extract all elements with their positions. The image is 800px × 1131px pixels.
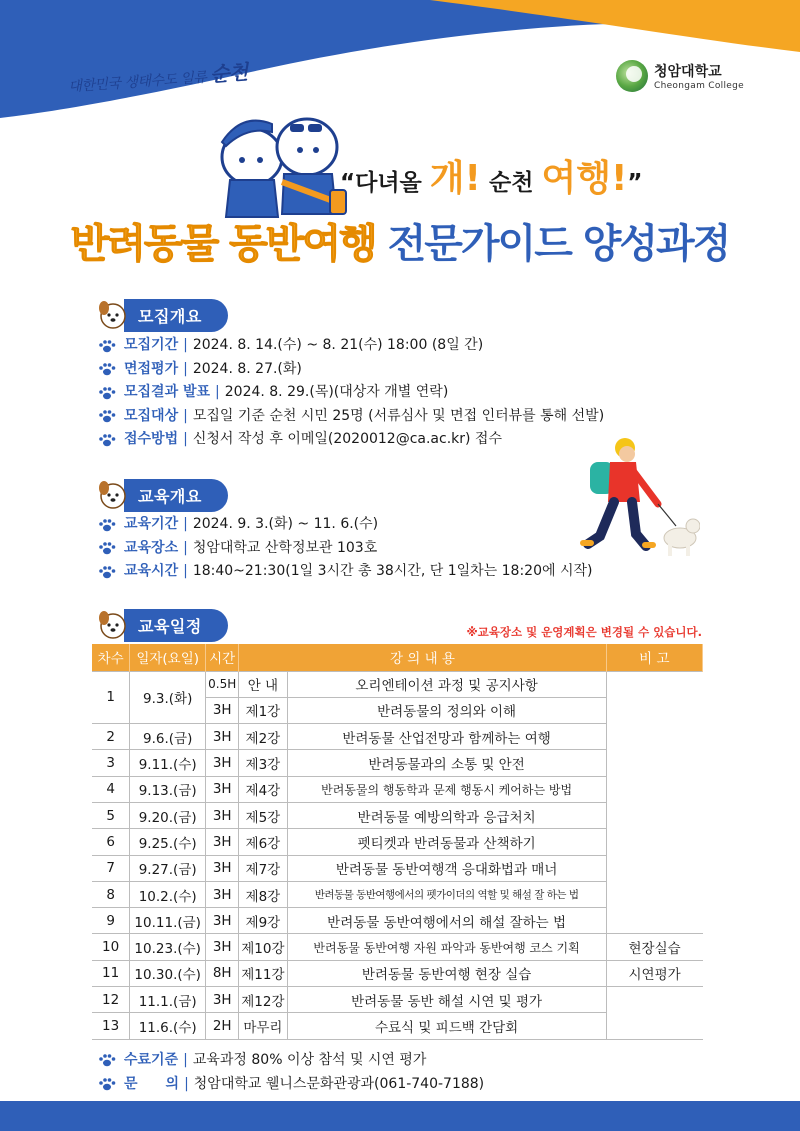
cell-content: 반려동물 동반여행 자원 파악과 동반여행 코스 기획 [287,934,606,960]
cell-lesson: 제8강 [239,881,287,907]
column-header-date: 일자(요일) [130,644,206,671]
column-header-time: 시간 [206,644,239,671]
paw-icon [98,1053,116,1067]
cell-content: 반려동물 동반여행 현장 실습 [287,960,606,986]
cell-lesson: 제6강 [239,829,287,855]
section-title-schedule: 교육일정 [124,609,228,642]
cell-content: 오리엔테이션 과정 및 공지사항 [287,671,606,697]
cell-content: 반려동물과의 소통 및 안전 [287,750,606,776]
info-label: 교육시간 [124,563,179,579]
section-header-education [96,478,228,512]
cell-time: 3H [206,750,239,776]
cell-content: 반려동물 동반 해설 시연 및 평가 [287,987,606,1013]
quote-highlight-1: 개! [429,158,481,199]
info-label: 면접평가 [124,360,179,377]
list-item: 면접평가 | 2024. 8. 27.(화) [98,358,604,382]
cell-content: 반려동물의 행동학과 문제 행동시 케어하는 방법 [287,776,606,802]
cell-lesson: 마무리 [239,1013,287,1039]
cell-no: 1 [92,671,130,724]
list-item: 문 의 | 청암대학교 웰니스문화관광과(061-740-7188) [98,1072,484,1096]
paw-icon [98,339,116,353]
cell-date: 9.25.(수) [130,829,206,855]
cell-no: 8 [92,881,130,907]
table-row [92,987,703,1013]
section-title-education: 교육개요 [124,479,228,512]
cell-lesson: 제3강 [239,750,287,776]
cell-time: 8H [206,960,239,986]
list-item: 모집결과 발표 | 2024. 8. 29.(목)(대상자 개별 연락) [98,381,604,405]
dog-walker-illustration [570,432,700,564]
dog-face-icon [96,298,130,332]
slogan-text: 대한민국 생태수도 일류 [67,69,207,96]
cell-time: 3H [206,855,239,881]
info-value: 모집일 기준 순천 시민 25명 (서류심사 및 면접 인터뷰를 통해 선발) [192,407,605,424]
info-value: 2024. 8. 27.(화) [192,360,302,377]
cell-lesson: 안 내 [239,671,287,697]
title-blue: 전문가이드 양성과정 [387,221,730,267]
cell-no: 12 [92,987,130,1013]
cell-lesson: 제5강 [239,802,287,828]
cell-content: 반려동물 산업전망과 함께하는 여행 [287,724,606,750]
list-item: 교육기간 | 2024. 9. 3.(화) ~ 11. 6.(수) [98,513,592,537]
cell-lesson: 제9강 [239,908,287,934]
cell-content: 반려동물 동반여행에서의 해설 잘하는 법 [287,908,606,934]
schedule-notice: ※교육장소 및 운영계획은 변경될 수 있습니다. [466,625,702,639]
table-header-row [92,644,703,671]
cell-no: 9 [92,908,130,934]
college-name-ko: 청암대학교 [654,64,722,80]
cell-time: 3H [206,987,239,1013]
cell-date: 9.13.(금) [130,776,206,802]
cell-date: 9.6.(금) [130,724,206,750]
cell-lesson: 제11강 [239,960,287,986]
cell-remark [606,987,702,1040]
cell-no: 13 [92,1013,130,1039]
cell-time: 3H [206,697,239,723]
cell-lesson: 제4강 [239,776,287,802]
table-row [92,671,703,697]
cell-lesson: 제12강 [239,987,287,1013]
list-item: 교육장소 | 청암대학교 산학정보관 103호 [98,537,592,561]
cell-content: 펫티켓과 반려동물과 산책하기 [287,829,606,855]
education-info-list [98,513,592,584]
dog-face-icon [96,608,130,642]
info-label: 수료기준 [124,1052,179,1068]
cell-content: 반려동물 동반여행객 응대화법과 매너 [287,855,606,881]
paw-icon [98,541,116,555]
section-title-recruit: 모집개요 [124,299,228,332]
cell-lesson: 제1강 [239,697,287,723]
cell-no: 3 [92,750,130,776]
cell-remark: 현장실습 [606,934,702,960]
paw-icon [98,565,116,579]
paw-icon [98,1077,116,1091]
college-emblem-icon [616,60,648,92]
cell-date: 11.6.(수) [130,1013,206,1039]
cell-content: 반려동물의 정의와 이해 [287,697,606,723]
cell-lesson: 제7강 [239,855,287,881]
info-value: 2024. 8. 29.(목)(대상자 개별 연락) [224,384,449,400]
page-title [0,212,800,269]
section-header-schedule [96,608,228,642]
cell-date: 9.20.(금) [130,802,206,828]
cell-no: 11 [92,960,130,986]
cell-content: 반려동물 예방의학과 응급처치 [287,802,606,828]
quote-open: “다녀올 [340,170,430,196]
info-value: 신청서 작성 후 이메일(2020012@ca.ac.kr) 접수 [192,431,502,447]
info-value: 2024. 8. 14.(수) ~ 8. 21(수) 18:00 (8일 간) [192,337,484,353]
cell-time: 2H [206,1013,239,1039]
info-label: 문 의 [124,1076,180,1092]
info-label: 교육장소 [124,539,179,556]
cell-date: 11.1.(금) [130,987,206,1013]
college-name-en: Cheongam College [654,81,744,91]
info-value: 18:40~21:30(1일 3시간 총 38시간, 단 1일차는 18:20에 시작) [192,563,593,579]
cell-no: 7 [92,855,130,881]
dog-face-icon [96,478,130,512]
table-row [92,960,703,986]
list-item: 모집기간 | 2024. 8. 14.(수) ~ 8. 21(수) 18:00 (8일 간) [98,334,604,358]
cell-time: 3H [206,802,239,828]
column-header-content: 강 의 내 용 [239,644,606,671]
cell-date: 10.23.(수) [130,934,206,960]
cell-date: 10.11.(금) [130,908,206,934]
cell-date: 9.3.(화) [130,671,206,724]
cell-remark: 시연평가 [606,960,702,986]
info-value: 청암대학교 웰니스문화관광과(061-740-7188) [193,1076,485,1092]
cell-content: 수료식 및 피드백 간담회 [287,1013,606,1039]
slogan-city: 순천 [209,59,249,87]
paw-icon [98,518,116,532]
footer-info-list [98,1048,484,1096]
quote-close: ” [627,170,643,196]
cell-no: 10 [92,934,130,960]
info-label: 교육기간 [124,516,179,532]
cell-time: 3H [206,776,239,802]
list-item: 교육시간 | 18:40~21:30(1일 3시간 총 38시간, 단 1일차는 18:20에 시작) [98,560,592,584]
info-label: 모집대상 [124,407,179,424]
list-item: 수료기준 | 교육과정 80% 이상 참석 및 시연 평가 [98,1048,484,1072]
cell-date: 9.27.(금) [130,855,206,881]
paw-icon [98,409,116,423]
column-header-remark: 비 고 [606,644,702,671]
cell-date: 10.2.(수) [130,881,206,907]
table-row [92,934,703,960]
recruit-info-list [98,334,604,452]
info-label: 접수방법 [124,431,179,447]
college-logo [616,60,744,92]
info-value: 청암대학교 산학정보관 103호 [192,539,378,556]
paw-icon [98,433,116,447]
paw-icon [98,362,116,376]
cell-no: 4 [92,776,130,802]
cell-time: 3H [206,724,239,750]
title-orange: 반려동물 동반여행 [70,221,376,267]
cell-date: 9.11.(수) [130,750,206,776]
cell-lesson: 제10강 [239,934,287,960]
cell-time: 3H [206,881,239,907]
info-label: 모집기간 [124,337,179,353]
info-value: 교육과정 80% 이상 참석 및 시연 평가 [192,1052,427,1068]
cell-content: 반려동물 동반여행에서의 펫가이더의 역할 및 해설 잘 하는 법 [287,881,606,907]
list-item: 접수방법 | 신청서 작성 후 이메일(2020012@ca.ac.kr) 접수 [98,428,604,452]
info-value: 2024. 9. 3.(화) ~ 11. 6.(수) [192,516,379,532]
quote-highlight-2: 여행! [541,158,628,199]
info-label: 모집결과 발표 [124,384,211,400]
paw-icon [98,386,116,400]
list-item: 모집대상 | 모집일 기준 순천 시민 25명 (서류심사 및 면접 인터뷰를 통해 선발) [98,405,604,429]
quote-mid: 순천 [480,170,542,196]
campaign-quote [340,150,643,201]
cell-no: 6 [92,829,130,855]
cell-time: 3H [206,908,239,934]
cell-no: 2 [92,724,130,750]
footer-bar [0,1101,800,1131]
cell-date: 10.30.(수) [130,960,206,986]
cell-time: 3H [206,934,239,960]
schedule-table [92,644,703,1040]
column-header-no: 차수 [92,644,130,671]
cell-time: 3H [206,829,239,855]
cell-lesson: 제2강 [239,724,287,750]
section-header-recruit [96,298,228,332]
cell-remark [606,671,702,934]
cell-no: 5 [92,802,130,828]
cell-time: 0.5H [206,671,239,697]
